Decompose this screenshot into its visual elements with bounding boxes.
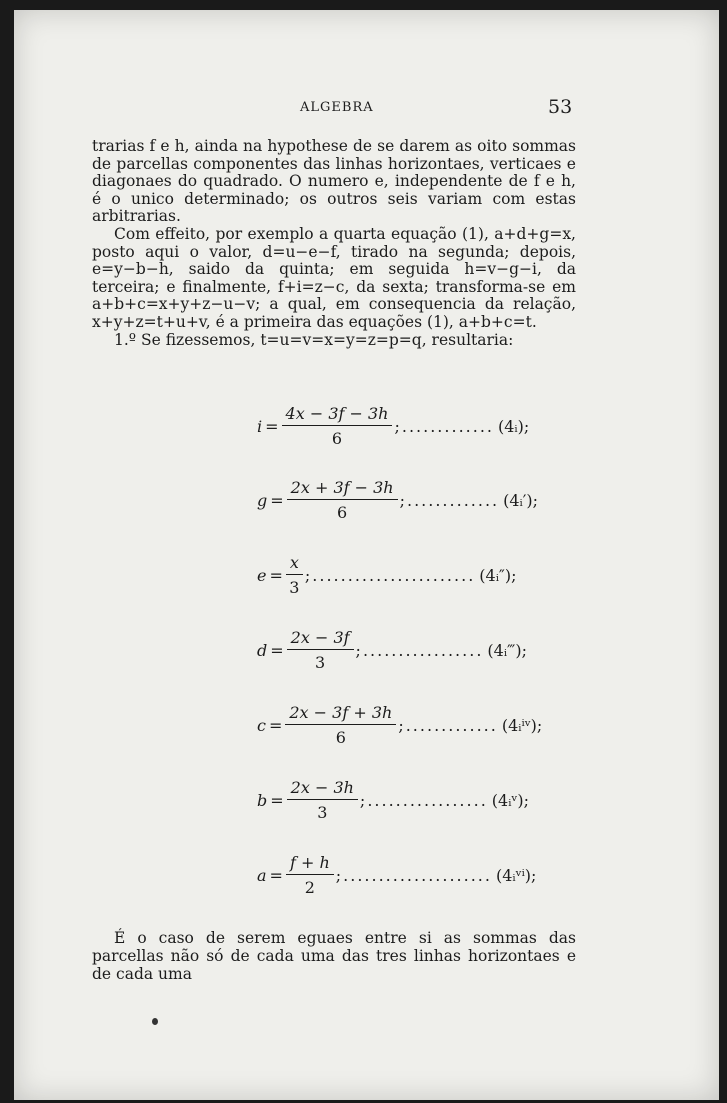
closing-paragraph: É o caso de serem eguaes entre si as sommas das parcellas não só de cada uma das tres linhas horizontaes e de cada uma (92, 928, 576, 983)
running-title: ALGEBRA (300, 100, 374, 115)
formula-lhs: i (257, 416, 263, 436)
denominator: 6 (335, 728, 346, 747)
denominator: 3 (317, 803, 328, 822)
formula-lhs: g (257, 490, 268, 510)
fraction (287, 778, 358, 822)
denominator: 6 (331, 429, 343, 448)
equation-tag: (4ᵢᵛ); (491, 790, 530, 810)
leader-dots: ;................. (355, 640, 484, 660)
formula-lhs: c (257, 715, 266, 735)
fraction (286, 553, 303, 597)
paragraph-3: 1.º Se fizessemos, t=u=v=x=y=z=p=q, resultaria: (114, 330, 514, 349)
numerator: 4x − 3f − 3h (282, 404, 393, 426)
denominator: 2 (304, 878, 315, 897)
book-page (14, 10, 719, 1100)
body-text (92, 138, 576, 349)
numerator: x (286, 553, 303, 575)
leader-dots: ;............. (399, 490, 500, 510)
formula-i: i = $\frac{4x - 3f - 3h}{6}$ ;............. (4ᵢ); (257, 404, 530, 448)
denominator: 6 (337, 503, 348, 522)
fraction (287, 478, 398, 522)
ink-blot (152, 1018, 158, 1025)
formula-g: g = $\frac{2x + 3f - 3h}{6}$ ;............. (4ᵢ′); (257, 478, 539, 522)
equation-tag: (4ᵢᵛⁱ); (495, 865, 537, 885)
paragraph-2: Com effeito, por exemplo a quarta equação (1), a+d+g=x, posto aqui o valor, d=u−e−f, tirado na segunda; depois, e=y−b−h, saido da quinta; em seguida h=v−g−i, da terceira; e finalmente, f+i=z−c, da sexta; transforma-se em a+b+c=x+y+z−u−v; a qual, em consequencia da relação, x+y+z=t+u+v, é a primeira das equações (1), a+b+c=t. (92, 224, 576, 331)
numerator: 2x − 3h (287, 778, 358, 800)
equation-tag: (4ᵢ); (498, 416, 530, 436)
numerator: 2x − 3f + 3h (285, 703, 396, 725)
denominator: 3 (315, 653, 326, 672)
leader-dots: ;................. (359, 790, 488, 810)
leader-dots: ;............. (394, 416, 494, 436)
formula-lhs: a (257, 865, 267, 885)
formula-lhs: b (257, 790, 268, 810)
formula-c: c = $\frac{2x - 3f + 3h}{6}$ ;............. (4ᵢⁱᵛ); (257, 703, 543, 747)
formula-a: a = $\frac{f + h}{2}$ ;..................... (4ᵢᵛⁱ); (257, 853, 537, 897)
equation-tag: (4ᵢⁱᵛ); (501, 715, 543, 735)
leader-dots: ;....................... (304, 565, 476, 585)
equation-tag: (4ᵢ‴); (487, 640, 527, 660)
leader-dots: ;............. (398, 715, 498, 735)
equation-tag: (4ᵢ″); (479, 565, 517, 585)
fraction (285, 703, 396, 747)
fraction (286, 853, 334, 897)
denominator: 3 (289, 578, 300, 597)
numerator: 2x + 3f − 3h (287, 478, 398, 500)
formula-lhs: d (257, 640, 268, 660)
page-header (14, 96, 719, 124)
leader-dots: ;..................... (335, 865, 492, 885)
formula-d: d = $\frac{2x - 3f}{3}$ ;................. (4ᵢ‴); (257, 628, 527, 672)
formula-e: e = $\frac{x}{3}$ ;....................... (4ᵢ″); (257, 553, 517, 597)
fraction (287, 628, 354, 672)
equation-tag: (4ᵢ′); (503, 490, 539, 510)
paragraph-1: trarias f e h, ainda na hypothese de se darem as oito sommas de parcellas componentes das linhas horizontaes, verticaes e diagonaes do quadrado. O numero e, independente de f e h, é o unico determinado; os outros seis variam com estas arbitrarias. (92, 137, 576, 226)
page-number: 53 (548, 96, 573, 118)
numerator: 2x − 3f (287, 628, 354, 650)
numerator: f + h (286, 853, 334, 875)
formula-b: b = $\frac{2x - 3h}{3}$ ;................. (4ᵢᵛ); (257, 778, 530, 822)
formula-lhs: e (257, 565, 267, 585)
fraction (282, 404, 393, 448)
